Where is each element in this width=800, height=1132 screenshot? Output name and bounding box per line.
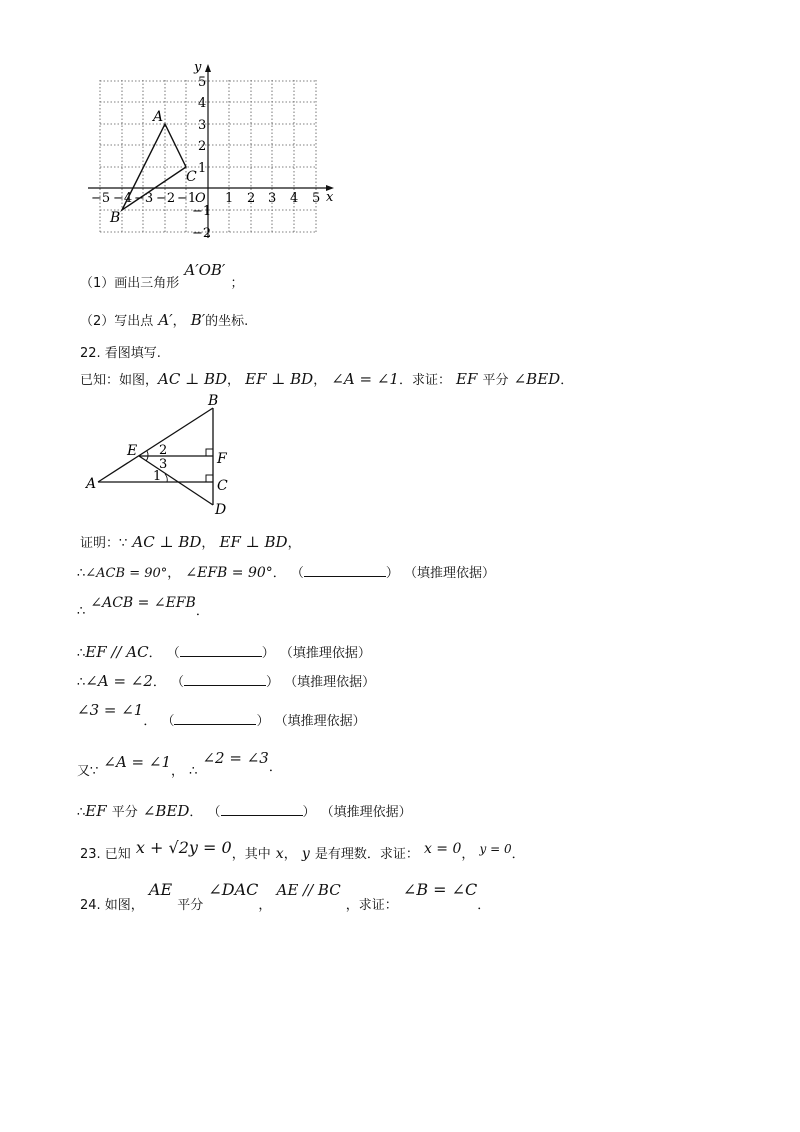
proof-line-5 <box>77 671 375 690</box>
proof-line-4 <box>77 642 371 661</box>
proof-period: ． <box>268 760 282 775</box>
y-tick-label: 3 <box>198 118 207 133</box>
proof-line-1-math-b: EF ⊥ BD <box>219 533 288 551</box>
q22-given-bisects: 平分 <box>482 373 509 388</box>
q24-bisects: 平分 <box>177 898 204 913</box>
y-tick-label: 5 <box>198 75 207 90</box>
q21-part2-end: 的坐标. <box>205 314 249 329</box>
q23-var-y: y <box>301 846 310 862</box>
y-axis-label: y <box>194 60 202 75</box>
paren-close: ） <box>261 646 275 661</box>
y-tick-label: 4 <box>198 96 207 111</box>
q22-given-prove: ．求证： <box>398 373 451 388</box>
proof-line-1 <box>80 532 301 551</box>
proof-period: ． <box>189 805 203 820</box>
therefore-symbol: ∴ <box>189 764 198 779</box>
proof-sep: ， <box>167 566 181 581</box>
right-angle-mark-c <box>206 475 213 482</box>
therefore-symbol: ∴ <box>77 675 86 690</box>
q22-given-sep: ， <box>227 373 241 388</box>
point-c-label: C <box>186 169 197 185</box>
proof-line-2-math-a: ∠ACB = 90° <box>85 566 168 581</box>
y-tick-label: −2 <box>192 226 212 238</box>
x-tick-label: −5 <box>91 191 111 206</box>
q23 <box>80 838 525 862</box>
proof-period: ． <box>272 566 286 581</box>
proof-period: ． <box>152 675 166 690</box>
y-axis-arrow <box>205 64 211 72</box>
proof-line-2 <box>77 562 495 581</box>
angle-label-2: 2 <box>159 443 168 458</box>
reason-hint: （填推理依据） <box>284 675 376 690</box>
label-d: D <box>215 502 227 518</box>
q23-end: ． <box>511 847 525 862</box>
proof-sep: ， <box>201 536 215 551</box>
answer-blank-4[interactable] <box>174 712 256 725</box>
proof-line-5-math: ∠A = ∠2 <box>85 672 153 690</box>
angle-arc-3 <box>146 456 148 461</box>
origin-label: O <box>195 191 206 206</box>
reason-hint: （填推理依据） <box>279 646 371 661</box>
reason-hint: （填推理依据） <box>320 805 412 820</box>
q24-math-4: ∠B = ∠C <box>402 880 478 899</box>
proof-sep: ， <box>171 764 185 779</box>
x-tick-label: −1 <box>177 191 197 206</box>
proof-line-8-math-b: ∠BED <box>142 802 190 820</box>
q22-given-period: ． <box>560 373 574 388</box>
proof-line-8 <box>77 801 412 820</box>
therefore-symbol: ∴ <box>77 805 86 820</box>
therefore-symbol: ∴ <box>77 646 86 661</box>
q24-prove: ，求证： <box>345 898 398 913</box>
proof-line-7-math-b: ∠2 = ∠3 <box>202 749 269 767</box>
label-c: C <box>217 478 228 494</box>
y-tick-label: 2 <box>198 139 207 154</box>
coordinate-figure <box>80 58 350 238</box>
x-tick-label: −2 <box>156 191 176 206</box>
label-b: B <box>208 393 219 409</box>
paren-close: ） <box>266 675 280 690</box>
y-tick-label: 1 <box>198 161 207 176</box>
q23-sep: ， <box>283 847 297 862</box>
proof-line-7-math-a: ∠A = ∠1 <box>103 753 171 771</box>
q23-label: 23. 已知 <box>80 847 131 862</box>
x-tick-label: 1 <box>225 191 234 206</box>
q24-end: ． <box>477 898 491 913</box>
proof-line-8-math-a: EF <box>85 802 107 820</box>
segment-ed <box>139 456 213 505</box>
x-tick-label: 4 <box>290 191 299 206</box>
q23-text: ，其中 <box>231 847 271 862</box>
paren-close: ） <box>302 805 316 820</box>
q24-math-1: AE <box>148 880 173 899</box>
answer-blank-2[interactable] <box>180 644 262 657</box>
paren-close: ） <box>385 566 399 581</box>
x-tick-label: 2 <box>247 191 256 206</box>
q22-given-math-1: AC ⊥ BD <box>158 370 228 388</box>
q21-part1-text: （1）画出三角形 <box>80 276 180 291</box>
point-b-label: B <box>110 210 121 226</box>
q22-given <box>80 369 573 388</box>
geometry-figure <box>82 392 242 518</box>
paren-open: （ <box>161 714 175 729</box>
proof-head: 证明：∵ <box>80 536 128 551</box>
q23-equation: x + √2y = 0 <box>135 838 232 857</box>
proof-line-3-math: ∠ACB = ∠EFB <box>90 595 196 611</box>
x-tick-label: −3 <box>134 191 154 206</box>
q22-title: 22. 看图填写. <box>80 346 161 361</box>
q23-var-x: x <box>275 846 284 862</box>
answer-blank-1[interactable] <box>304 564 386 577</box>
q22-given-math-3: ∠A = ∠1 <box>331 370 399 388</box>
q21-part1-math: A′OB′ <box>184 261 226 279</box>
proof-line-7 <box>77 749 282 779</box>
proof-period: ． <box>143 714 157 729</box>
q21-part2-math-b: B′ <box>190 311 206 329</box>
proof-line-6 <box>77 700 366 729</box>
q22-given-math-5: ∠BED <box>513 370 561 388</box>
q22-given-sep: ， <box>313 373 327 388</box>
paren-open: （ <box>171 675 185 690</box>
q22-given-text: 已知：如图， <box>80 373 159 388</box>
label-a: A <box>86 476 97 492</box>
q22-given-math-4: EF <box>456 370 478 388</box>
therefore-symbol: ∴ <box>77 604 86 619</box>
angle-label-1: 1 <box>153 469 162 484</box>
x-tick-label: 3 <box>268 191 277 206</box>
label-f: F <box>217 451 227 467</box>
q24 <box>80 880 491 913</box>
q23-math-2: y = 0 <box>479 842 512 856</box>
q21-part1 <box>80 261 244 291</box>
q21-part2 <box>80 310 248 329</box>
x-axis-label: x <box>326 190 334 205</box>
q23-sep-2: ， <box>461 847 475 862</box>
angle-label-3: 3 <box>159 457 168 472</box>
reason-hint: （填推理依据） <box>404 566 496 581</box>
q21-part2-text: （2）写出点 <box>80 314 154 329</box>
right-angle-mark-f <box>206 449 213 456</box>
q23-math-1: x = 0 <box>423 841 462 857</box>
point-a-label: A <box>153 109 164 125</box>
x-tick-label: −4 <box>113 191 133 206</box>
label-e: E <box>127 443 138 459</box>
answer-blank-3[interactable] <box>184 673 266 686</box>
proof-line-4-math: EF // AC <box>85 643 149 661</box>
proof-line-1-math-a: AC ⊥ BD <box>132 533 202 551</box>
paren-open: （ <box>207 805 221 820</box>
therefore-symbol: ∴ <box>77 566 86 581</box>
q21-part2-math-a: A′ <box>158 311 173 329</box>
proof-line-3 <box>77 592 209 619</box>
paren-close: ） <box>256 714 270 729</box>
paren-open: （ <box>290 566 304 581</box>
q24-label: 24. 如图， <box>80 898 144 913</box>
angle-arc-2 <box>147 451 148 456</box>
q22-given-math-2: EF ⊥ BD <box>245 370 314 388</box>
paren-open: （ <box>166 646 180 661</box>
q23-text-2: 是有理数．求证： <box>314 847 419 862</box>
proof-sep: ， <box>287 536 301 551</box>
q24-sep: ， <box>258 898 272 913</box>
proof-line-6-math: ∠3 = ∠1 <box>77 701 144 719</box>
q21-part2-sep: ， <box>172 314 186 329</box>
x-tick-label: 5 <box>312 191 321 206</box>
q24-math-3: AE // BC <box>276 881 341 899</box>
y-tick-label: −1 <box>192 204 212 219</box>
proof-period: ． <box>195 604 209 619</box>
proof-line-8-text: 平分 <box>111 805 138 820</box>
q21-part1-end: ； <box>230 276 244 291</box>
again-since: 又∵ <box>77 764 99 779</box>
proof-period: ． <box>148 646 162 661</box>
reason-hint: （填推理依据） <box>274 714 366 729</box>
answer-blank-5[interactable] <box>221 803 303 816</box>
proof-line-2-math-b: ∠EFB = 90° <box>185 565 273 581</box>
q24-math-2: ∠DAC <box>208 880 259 899</box>
